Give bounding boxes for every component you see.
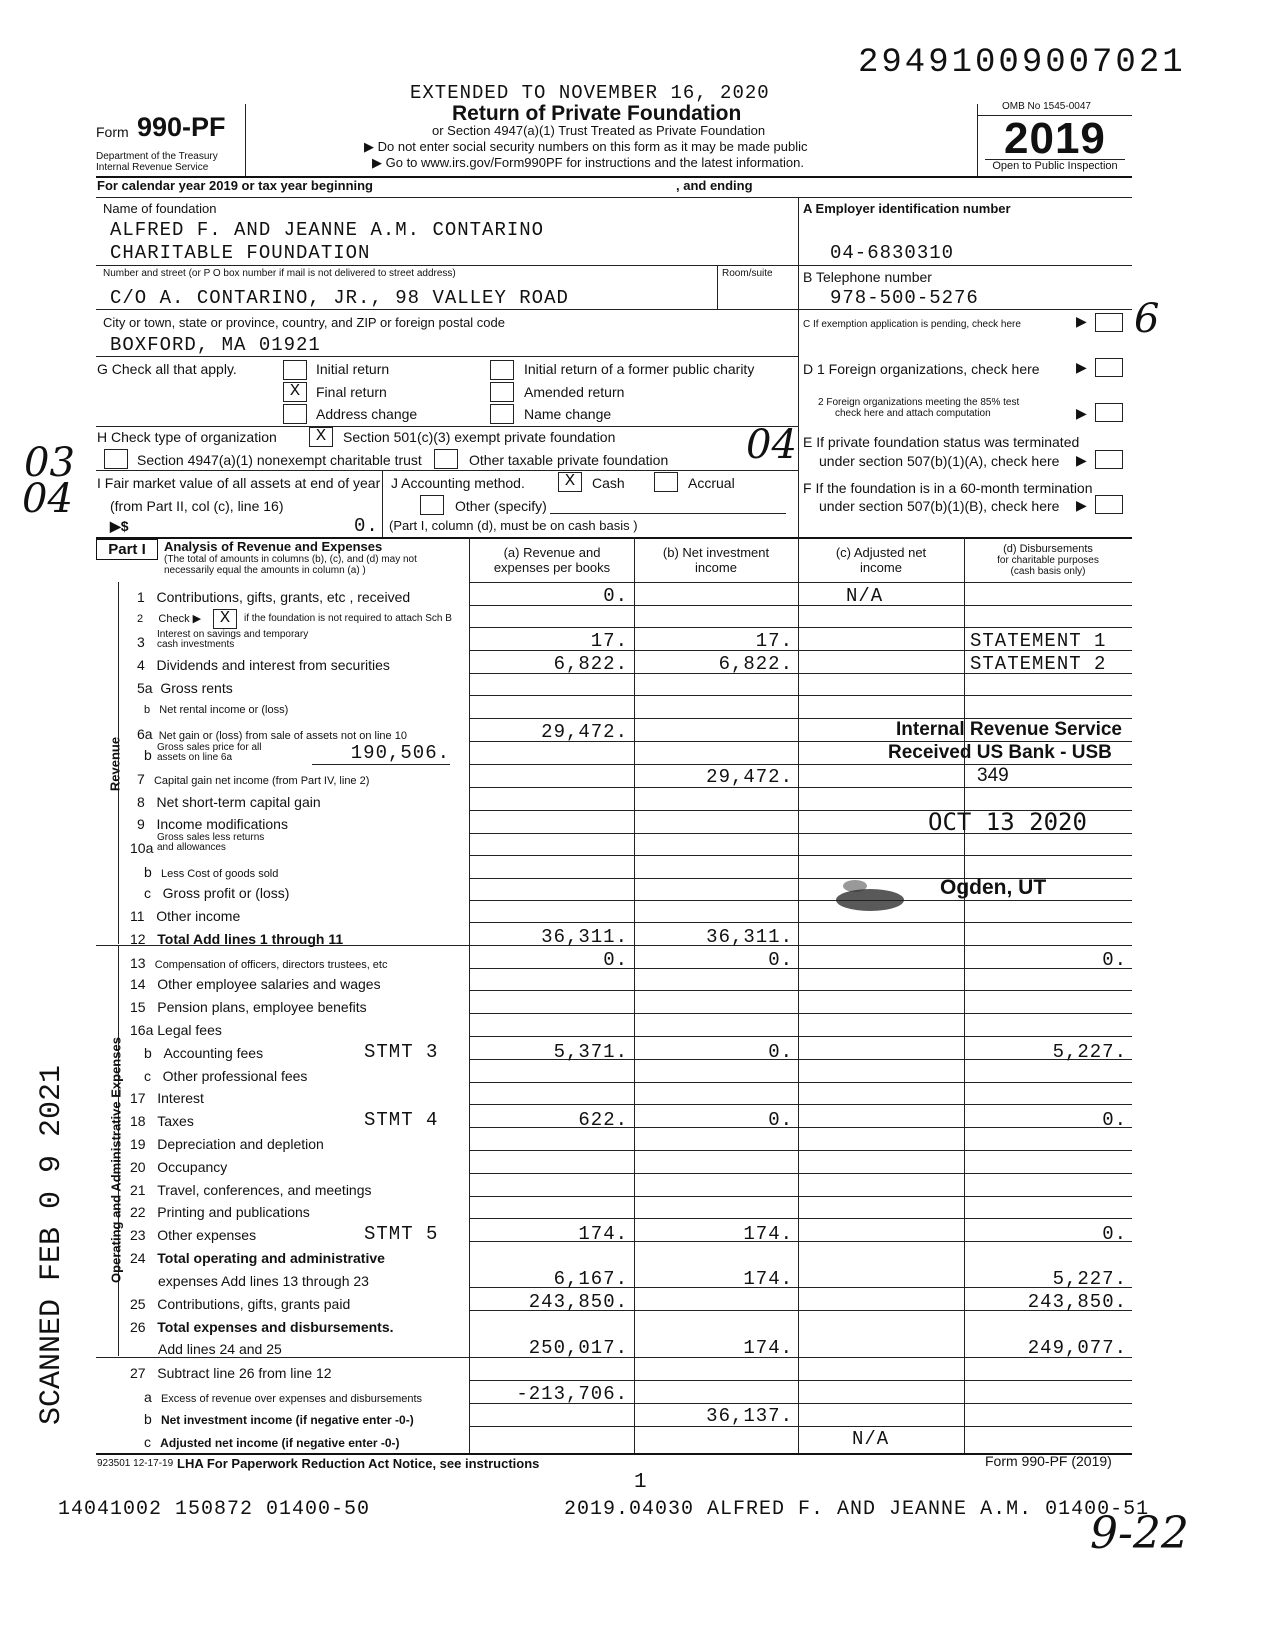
handwritten-03: 03 (24, 440, 75, 486)
city-label: City or town, state or province, country, and ZIP or foreign postal code (103, 315, 505, 330)
line-3-num: 3 (137, 634, 145, 650)
expenses-side-label: Operating and Administrative Expenses (108, 1037, 124, 1283)
footer-left-id: 14041002 150872 01400-50 (58, 1498, 371, 1521)
line-7-col-b: 29,472. (706, 766, 793, 788)
row-divider (469, 1104, 1132, 1105)
omb-number: OMB No 1545-0047 (1002, 101, 1091, 112)
col-a-header: (a) Revenue and expenses per books (493, 545, 611, 575)
part-title: Analysis of Revenue and Expenses (164, 539, 383, 554)
line-27: 27 Subtract line 26 from line 12 (130, 1365, 332, 1381)
handwritten-9-22: 9-22 (1090, 1508, 1189, 1559)
col-b-header: (b) Net investment income (662, 545, 770, 575)
foreign-org-label: D 1 Foreign organizations, check here (803, 361, 1040, 377)
line-6b-num: b (144, 747, 152, 763)
part-label: Part I (96, 539, 158, 560)
line-21: 21 Travel, conferences, and meetings (130, 1182, 372, 1198)
line-13: 13 Compensation of officers, directors trustees, etc (130, 955, 388, 971)
line-1-col-c: N/A (846, 585, 884, 607)
row-divider (469, 1173, 1132, 1174)
line-26-col-b: 174. (743, 1337, 793, 1359)
page-number: 1 (634, 1471, 647, 1494)
line-25-col-d: 243,850. (1027, 1291, 1127, 1313)
line-6a-col-a: 29,472. (541, 721, 628, 743)
dln-number: 29491009007021 (858, 44, 1186, 82)
extension-notice: EXTENDED TO NOVEMBER 16, 2020 (410, 82, 770, 104)
line-13-col-a: 0. (603, 949, 628, 971)
address-change-label: Address change (316, 406, 418, 422)
final-return-label: Final return (316, 384, 387, 400)
line-1-col-a: 0. (603, 585, 628, 607)
line-12-col-a: 36,311. (541, 926, 628, 948)
line-18-col-d: 0. (1102, 1109, 1127, 1131)
line-2: 2 Check ▶ (137, 613, 202, 625)
line-6a: 6a Net gain or (loss) from sale of assets not on line 10 (137, 726, 407, 742)
line-22: 22 Printing and publications (130, 1204, 310, 1220)
arrow-icon: ▶ (1076, 359, 1087, 375)
street-label: Number and street (or P O box number if mail is not delivered to street address) (103, 268, 456, 279)
address-change-checkbox[interactable] (283, 404, 307, 424)
line-5b: b Net rental income or (loss) (144, 704, 289, 716)
line-3-label: Interest on savings and temporary cash investments (157, 629, 309, 650)
line-26-label-2: Add lines 24 and 25 (158, 1341, 282, 1357)
line-26: 26 Total expenses and disbursements. (130, 1319, 394, 1335)
exemption-pending-checkbox[interactable] (1095, 313, 1123, 332)
dept-irs: Internal Revenue Service (96, 162, 209, 173)
cash-label: Cash (592, 475, 625, 491)
line-25: 25 Contributions, gifts, grants paid (130, 1296, 351, 1312)
i-dollar: ▶$ (110, 518, 129, 534)
row-divider (469, 787, 1132, 788)
line-26-col-a: 250,017. (528, 1337, 628, 1359)
line-16b-col-a: 5,371. (553, 1041, 628, 1063)
line-4-col-a: 6,822. (553, 653, 628, 675)
e-label-2: under section 507(b)(1)(A), check here (819, 453, 1060, 469)
cash-checkbox[interactable]: X (558, 472, 582, 492)
line-19: 19 Depreciation and depletion (130, 1136, 324, 1152)
stamp-number: 349 (977, 765, 1009, 786)
arrow-icon: ▶ (1076, 452, 1087, 468)
f-checkbox[interactable] (1095, 495, 1123, 514)
line-27b-col-b: 36,137. (706, 1405, 793, 1427)
stamp-smudge (825, 870, 915, 922)
tax-year: 2019 (1004, 114, 1106, 163)
line-10a-label: Gross sales less returns and allowances (157, 832, 265, 853)
stamp-received: Received US Bank - USB (888, 742, 1112, 763)
line-15: 15 Pension plans, employee benefits (130, 999, 367, 1015)
line-18-col-b: 0. (768, 1109, 793, 1131)
line-13-col-d: 0. (1102, 949, 1127, 971)
exemption-pending-label: C If exemption application is pending, check here (803, 319, 1021, 330)
line-16c: c Other professional fees (144, 1068, 308, 1084)
line-2-checkbox[interactable]: X (213, 609, 237, 629)
amended-return-label: Amended return (524, 384, 625, 400)
row-divider (469, 1218, 1132, 1219)
form-subtitle: or Section 4947(a)(1) Trust Treated as Private Foundation (432, 123, 766, 138)
line-1: 1 Contributions, gifts, grants, etc , received (137, 589, 411, 605)
line-17: 17 Interest (130, 1090, 204, 1106)
line-16b: b Accounting fees (144, 1045, 264, 1061)
line-6b-label: Gross sales price for all assets on line 6a (157, 742, 262, 763)
row-divider (469, 1013, 1132, 1014)
line-27a-col-a: -213,706. (516, 1383, 628, 1405)
stamp-date: OCT 13 2020 (928, 808, 1087, 836)
f-label-2: under section 507(b)(1)(B), check here (819, 498, 1060, 514)
other-method-checkbox[interactable] (420, 495, 444, 515)
line-27a: a Excess of revenue over expenses and disbursements (144, 1389, 423, 1405)
footer-code: 923501 12-17-19 (97, 1458, 174, 1469)
row-divider (469, 1196, 1132, 1197)
g-label: G Check all that apply. (97, 361, 237, 377)
revenue-side-label: Revenue (107, 736, 123, 792)
line-27b: b Net investment income (if negative enter -0-) (144, 1411, 414, 1427)
line-7: 7 Capital gain net income (from Part IV, line 2) (137, 771, 370, 787)
street-address: C/O A. CONTARINO, JR., 98 VALLEY ROAD (110, 287, 569, 309)
amended-return-checkbox[interactable] (490, 382, 514, 402)
row-divider (469, 1426, 1132, 1427)
line-10a-num: 10a (130, 840, 154, 856)
form-prefix: Form (96, 124, 129, 140)
row-divider (469, 764, 1132, 765)
row-divider (469, 990, 1132, 991)
line-24: 24 Total operating and administrative (130, 1250, 385, 1266)
f-label-1: F If the foundation is in a 60-month termination (803, 480, 1093, 496)
arrow-icon: ▶ (1076, 497, 1087, 513)
initial-return-checkbox[interactable] (283, 360, 307, 380)
ssn-note: ▶ Do not enter social security numbers on this form as it may be made public (364, 139, 808, 154)
tax-year-ending-label: , and ending (676, 178, 753, 193)
initial-former-label: Initial return of a former public charity (524, 361, 755, 377)
row-divider (469, 1380, 1132, 1381)
instructions-note: ▶ Go to www.irs.gov/Form990PF for instructions and the latest information. (372, 155, 804, 170)
cash-basis-note: (Part I, column (d), must be on cash basis ) (389, 518, 638, 533)
line-20: 20 Occupancy (130, 1159, 228, 1175)
line-12-col-b: 36,311. (706, 926, 793, 948)
line-8: 8 Net short-term capital gain (137, 794, 321, 810)
col-c-header: (c) Adjusted net income (835, 545, 927, 575)
line-14: 14 Other employee salaries and wages (130, 976, 381, 992)
line-16b-col-b: 0. (768, 1041, 793, 1063)
foundation-name-line1: ALFRED F. AND JEANNE A.M. CONTARINO (110, 219, 545, 241)
stamp-city: Ogden, UT (940, 876, 1047, 899)
name-change-checkbox[interactable] (490, 404, 514, 424)
line-2-note: if the foundation is not required to attach Sch B (244, 613, 452, 624)
other-taxable-checkbox[interactable] (434, 449, 458, 469)
line-23-stmt: STMT 5 (364, 1223, 439, 1245)
line-26-col-d: 249,077. (1027, 1337, 1127, 1359)
part-subtitle-2: necessarily equal the amounts in column (a) ) (164, 565, 366, 576)
4947-label: Section 4947(a)(1) nonexempt charitable trust (137, 452, 422, 468)
initial-former-checkbox[interactable] (490, 360, 514, 380)
city-state-zip: BOXFORD, MA 01921 (110, 334, 321, 356)
line-23: 23 Other expenses (130, 1227, 257, 1243)
line-16a: 16a Legal fees (130, 1022, 222, 1038)
e-label-1: E If private foundation status was terminated (803, 434, 1080, 450)
foreign-85-checkbox[interactable] (1095, 403, 1123, 422)
foundation-name-line2: CHARITABLE FOUNDATION (110, 242, 371, 264)
final-return-checkbox[interactable]: X (283, 382, 307, 402)
handwritten-04-left: 04 (22, 476, 73, 522)
line-23-col-b: 174. (743, 1223, 793, 1245)
line-24-label-2: expenses Add lines 13 through 23 (158, 1273, 369, 1289)
row-divider (469, 627, 1132, 628)
footer-lha: LHA For Paperwork Reduction Act Notice, see instructions (177, 1456, 540, 1471)
line-6b-value: 190,506. (312, 742, 450, 765)
line-4-col-b: 6,822. (718, 653, 793, 675)
line-27c-col-c: N/A (852, 1428, 890, 1450)
line-12: 12 Total Add lines 1 through 11 (130, 931, 344, 947)
line-3-col-d: STATEMENT 1 (970, 630, 1107, 652)
row-divider (469, 855, 1132, 856)
i-label-1: I Fair market value of all assets at end of year (97, 475, 381, 491)
line-23-col-a: 174. (578, 1223, 628, 1245)
501c3-checkbox[interactable]: X (309, 427, 333, 447)
other-taxable-label: Other taxable private foundation (469, 452, 669, 468)
room-suite-label: Room/suite (722, 268, 773, 279)
accrual-label: Accrual (688, 475, 735, 491)
line-13-col-b: 0. (768, 949, 793, 971)
line-25-col-a: 243,850. (528, 1291, 628, 1313)
form-title: Return of Private Foundation (452, 102, 742, 125)
line-24-col-d: 5,227. (1052, 1268, 1127, 1290)
ein-value: 04-6830310 (830, 242, 955, 264)
line-16b-stmt: STMT 3 (364, 1041, 439, 1063)
foreign-85-label: 2 Foreign organizations meeting the 85% test (818, 397, 1020, 408)
row-divider (469, 900, 1132, 901)
line-16b-col-d: 5,227. (1052, 1041, 1127, 1063)
e-checkbox[interactable] (1095, 450, 1123, 469)
line-4: 4 Dividends and interest from securities (137, 657, 390, 673)
j-label: J Accounting method. (391, 475, 525, 491)
open-to-public: Open to Public Inspection (985, 159, 1125, 172)
row-divider (469, 695, 1132, 696)
fmv-value: 0. (354, 515, 379, 537)
line-27c: c Adjusted net income (if negative enter -0-) (144, 1434, 400, 1450)
line-10b: b Less Cost of goods sold (144, 864, 279, 880)
line-18-col-a: 622. (578, 1109, 628, 1131)
line-4-col-d: STATEMENT 2 (970, 653, 1107, 675)
line-9: 9 Income modifications (137, 816, 288, 832)
line-24-col-a: 6,167. (553, 1268, 628, 1290)
arrow-icon: ▶ (1076, 405, 1087, 421)
accrual-checkbox[interactable] (654, 472, 678, 492)
line-3-col-a: 17. (590, 630, 628, 652)
col-d-header: (d) Disbursements for charitable purposes (cash basis only) (997, 543, 1099, 577)
telephone-label: B Telephone number (803, 269, 932, 285)
line-18-stmt: STMT 4 (364, 1109, 439, 1131)
line-10c: c Gross profit or (loss) (144, 885, 290, 901)
501c3-label: Section 501(c)(3) exempt private foundation (343, 429, 616, 445)
arrow-icon: ▶ (1076, 313, 1087, 329)
stamp-irs: Internal Revenue Service (896, 719, 1122, 740)
foreign-85-label-2: check here and attach computation (835, 408, 991, 419)
initial-return-label: Initial return (316, 361, 390, 377)
i-label-2: (from Part II, col (c), line 16) (110, 498, 284, 514)
line-11: 11 Other income (130, 908, 241, 924)
footer-form: Form 990-PF (2019) (985, 1453, 1112, 1469)
calendar-year-label: For calendar year 2019 or tax year beginning (97, 178, 374, 193)
row-divider (469, 1036, 1132, 1037)
foreign-org-checkbox[interactable] (1095, 358, 1123, 377)
4947-checkbox[interactable] (104, 449, 128, 469)
line-3-col-b: 17. (755, 630, 793, 652)
ein-label: A Employer identification number (803, 201, 1011, 216)
form-number: 990-PF (137, 112, 226, 142)
row-divider (469, 922, 1132, 923)
row-divider (469, 1082, 1132, 1083)
handwritten-6: 6 (1134, 296, 1160, 342)
part-subtitle-1: (The total of amounts in columns (b), (c), and (d) may not (164, 554, 417, 565)
line-24-col-b: 174. (743, 1268, 793, 1290)
scanned-stamp: SCANNED FEB 0 9 2021 (35, 1064, 69, 1426)
line-18: 18 Taxes (130, 1113, 194, 1129)
line-5a: 5a Gross rents (137, 680, 233, 696)
name-change-label: Name change (524, 406, 612, 422)
foundation-name-label: Name of foundation (103, 201, 217, 216)
h-label: H Check type of organization (97, 429, 277, 445)
dept-treasury: Department of the Treasury (96, 151, 218, 162)
handwritten-04: 04 (746, 422, 797, 468)
other-method-label: Other (specify) (455, 498, 547, 514)
row-divider (469, 1150, 1132, 1151)
telephone-value: 978-500-5276 (830, 287, 979, 309)
footer-right-id: 2019.04030 ALFRED F. AND JEANNE A.M. 01400-51 (564, 1498, 1150, 1521)
line-23-col-d: 0. (1102, 1223, 1127, 1245)
